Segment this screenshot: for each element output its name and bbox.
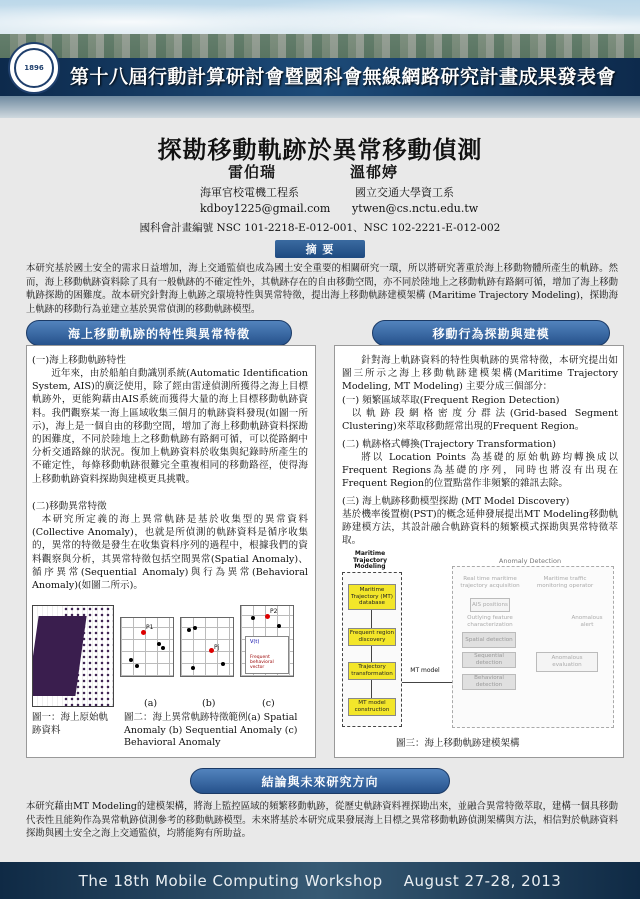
right-s1-title: (一) 頻繁區域萃取(Frequent Region Detection) (342, 395, 560, 406)
grid-point (161, 646, 165, 650)
affiliation-2: 國立交通大學資工系 (355, 186, 454, 199)
author-2: 溫郁婷 (350, 163, 399, 181)
figure-2c-behavioral (240, 605, 294, 677)
box-outlying-feature: Outlying feature characterization (467, 615, 513, 628)
vector-label: V(t) (250, 639, 260, 645)
conclusion-heading: 結論與未來研究方向 (190, 768, 450, 794)
box-frequent-region: Frequent region discovery (348, 628, 396, 646)
conference-title: 第十八屆行動計算研討會暨國科會無線網路研究計畫成果發表會 (70, 66, 617, 88)
footer-banner (0, 862, 640, 899)
left-sub2-title: (二)移動異常特徵 (32, 501, 107, 512)
grid-point (277, 624, 281, 628)
fig-label-b: (b) (202, 698, 216, 709)
grant-number: 國科會計畫編號 NSC 101-2218-E-012-001、NSC 102-2221-E-012-002 (139, 222, 501, 234)
right-s1-text: 以軌跡段網格密度分群法(Grid-based Segment Clustering)來萃取移動經常出現的Frequent Region。 (342, 408, 618, 433)
abstract-heading: 摘 要 (275, 240, 365, 258)
logo-emblem: 1896 (14, 48, 54, 88)
box-spatial-detection: Spatial detection (462, 632, 516, 648)
paper-title: 探勘移動軌跡於異常移動偵測 (157, 135, 483, 164)
left-section-heading: 海上移動軌跡的特性與異常特徵 (26, 320, 292, 346)
email-2: ytwen@cs.nctu.edu.tw (352, 202, 479, 215)
grid-point (193, 626, 197, 630)
footer-text: The 18th Mobile Computing Workshop August 27-28, 2013 (78, 871, 562, 890)
arrow-mt-model (402, 682, 452, 683)
author-1: 雷伯瑞 (228, 163, 277, 181)
arrow-db-freq (371, 610, 372, 628)
right-s3-title: (三) 海上軌跡移動模型探勘 (MT Model Discovery) (342, 496, 570, 507)
figure-2-caption: 圖二：海上異常軌跡特徵範例(a) Spatial Anomaly (b) Sequential Anomaly (c) Behavioral Anomaly (124, 712, 298, 748)
arrow-freq-trans (371, 646, 372, 662)
figure-2a-spatial (120, 617, 174, 677)
right-intro-text: 針對海上軌跡資料的特性與軌跡的異常特徵，本研究提出如圖三所示之海上移動軌跡建模架構(Maritime Trajectory Modeling, MT Modeling) 主要分成三個部分： (342, 355, 618, 393)
arrow-trans-mt (371, 680, 372, 698)
conclusion-text: 本研究藉由MT Modeling的建模架構，將海上監控區域的頻繁移動軌跡，從歷史軌跡資料裡探勘出來，並融合異常特徵萃取，建構一個具移動代表性且能夠作為異常軌跡偵測參考的移動軌跡模型。未來將基於本研究成果發展海上目標之異常移動軌跡偵測架構與方法，相信對於軌跡資料探勘與國土安全之海上交通監偵，均將能夠有所助益。 (26, 801, 618, 839)
box-trajectory-transformation: Trajectory transformation (348, 662, 396, 680)
frequent-vector-label: Frequent behavioral vector (250, 655, 274, 670)
box-anomalous-evaluation: Anomalous evaluation (536, 652, 598, 672)
fig-label-a: (a) (144, 698, 158, 709)
trajectory-points (63, 606, 114, 707)
email-1: kdboy1225@gmail.com (200, 202, 331, 215)
banner-lower-strip (0, 96, 640, 118)
mt-model-label: MT model (410, 666, 440, 674)
figure-3-diagram (340, 550, 618, 730)
grid-point (129, 658, 133, 662)
box-mt-database: Maritime Trajectory (MT) database (348, 584, 396, 610)
diagram-right-title: Anomaly Detection (498, 556, 562, 565)
affiliation-1: 海軍官校電機工程系 (200, 186, 299, 199)
box-sequential-detection: Sequential detection (462, 652, 516, 668)
campus-photo (0, 34, 640, 58)
diagram-left-title: Maritime Trajectory Modeling (353, 550, 387, 571)
fig-label-c: (c) (262, 698, 275, 709)
box-monitoring-operator: Maritime traffic monitoring operator (536, 576, 594, 589)
right-section-heading: 移動行為探勘與建模 (372, 320, 610, 346)
left-sub2-text: 本研究所定義的海上異常軌跡是基於收集型的異常資料(Collective Anomaly)，也就是所偵測的軌跡資料是循序收集的，異常的特徵是發生在收集資料序列的過程中，根據我們的資料觀察與分析，其異常特徵包括空間異常(Spatial Anomaly)、循序異常(Sequential Anomaly)與行為異常(Behavioral Anomaly)(如圖二所示)。 (32, 514, 308, 592)
point-label-p2: P2 (270, 608, 278, 615)
box-ais-positions: AIS positions (470, 598, 510, 612)
grid-point (187, 628, 191, 632)
right-s3-text: 基於機率後置樹(PST)的概念延伸發展提出MT Modeling移動軌跡建模方法，其設計融合軌跡資料的頻繁模式探勘與異常特徵萃取。 (342, 509, 618, 547)
box-mt-model-construction: MT model construction (348, 698, 396, 716)
university-logo (8, 42, 60, 94)
box-realtime-acquisition: Real time maritime trajectory acquisition (460, 576, 520, 589)
abstract-text: 本研究基於國土安全的需求日益增加，海上交通監偵也成為國土安全重要的相關研究一環，所以將研究著重於海上移動物體所產生的軌跡。然而，海上移動軌跡資料除了具有一般軌跡的不確定性外，其軌跡存在的自由移動空間，亦不同於陸地上之移動軌跡有路網可循，增加了海上移動軌跡探勘的困難度。故本研究針對海上軌跡之環境特性與異常特徵，提出海上移動軌跡建模架構 (Maritime Trajectory Modeling)，探勘海上軌跡的移動行為並建立基於異常偵測的移動軌跡模型。 (26, 263, 618, 315)
grid-point (191, 666, 195, 670)
figure-3-caption: 圖三：海上移動軌跡建模架構 (396, 738, 520, 749)
right-s2-title: (二) 軌跡格式轉換(Trajectory Transformation) (342, 439, 557, 450)
left-sub1-title: (一)海上移動軌跡特性 (32, 355, 126, 366)
grid-point (135, 664, 139, 668)
box-behavioral-detection: Behavioral detection (462, 674, 516, 690)
point-label-pj: Pj (214, 644, 220, 651)
grid-point (221, 662, 225, 666)
figure-2b-sequential (180, 617, 234, 677)
box-anomalous-alert: Anomalous alert (571, 615, 603, 628)
grid-point (251, 616, 255, 620)
behavior-vector-inset (245, 636, 289, 674)
figure-1-caption: 圖一：海上原始軌跡資料 (32, 712, 109, 736)
left-sub1-text: 近年來，由於船舶自動識別系統(Automatic Identification System, AIS)的廣泛使用，除了經由雷達偵測所獲得之海上目標軌跡外，更能夠藉由AIS系統而獲得大量的海上目標移動軌跡資料。我們觀察某一海上區域收集三個月的軌跡資料發現(如圖一所示)，海上是一個自由的移動空間，增加了海上移動軌跡資料探勘的困難度，不同於陸地上之移動軌跡有路網可循，可以從路網中分析交通路線的狀況。復加上軌跡資料於收集與紀錄時所產生的不確定性，每條移動軌跡很難完全重複相同的移動路徑，使得海上移動軌跡資料探勘與建模更具挑戰。 (32, 368, 308, 485)
grid-point (157, 642, 161, 646)
right-s2-text: 將以 Location Points 為基礎的原始軌跡均轉換成以 Frequent Regions為基礎的序列，同時也將沒有出現在Frequent Region的位置點當作非頻繁的雜訊去除。 (342, 452, 618, 490)
figure-1-raw-trajectory (32, 605, 114, 707)
point-label-p1: P1 (146, 624, 154, 631)
header-banner (0, 0, 640, 118)
